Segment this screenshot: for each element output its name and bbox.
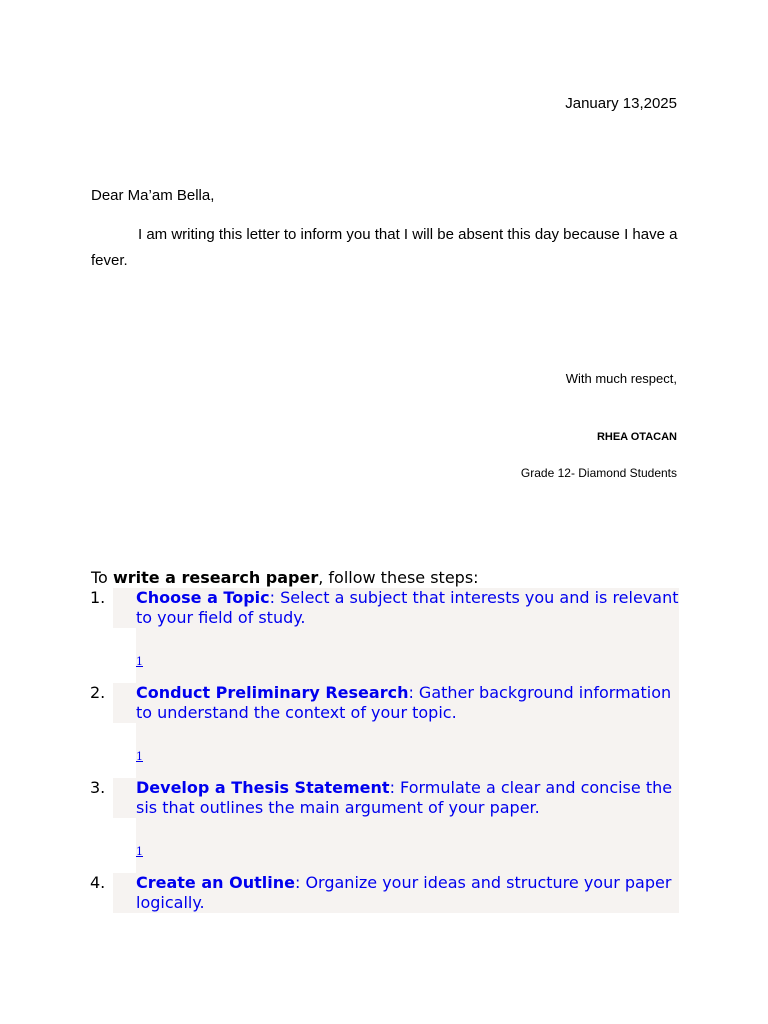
step-title-link[interactable]: Conduct Preliminary Research <box>136 683 409 702</box>
research-intro <box>91 568 679 588</box>
research-steps-section <box>91 568 679 913</box>
footnote-link[interactable]: 1 <box>136 655 143 668</box>
letter-salutation: Dear Ma’am Bella, <box>91 187 215 204</box>
step-description: : Organize your ideas and structure your paper logically. <box>136 873 672 912</box>
letter-body: I am writing this letter to inform you that I will be absent this day because I have a fever. <box>91 226 678 269</box>
step-title-link[interactable]: Choose a Topic <box>136 588 270 607</box>
footnote-link[interactable]: 1 <box>136 845 143 858</box>
step-number: 4. <box>90 873 106 892</box>
step-text-block <box>90 683 679 723</box>
intro-bold: write a research paper <box>112 568 319 587</box>
intro-suffix: , follow these steps: <box>318 568 479 587</box>
step-description: : Select a subject that interests you and is relevant to your field of study. <box>136 588 679 627</box>
step-number: 3. <box>90 778 106 797</box>
step-text-block <box>90 588 679 628</box>
step-description: : Gather background information to understand the context of your topic. <box>136 683 672 722</box>
footnote-link[interactable]: 1 <box>136 750 143 763</box>
signer-name: RHEA OTACAN <box>596 431 677 443</box>
list-item <box>91 778 679 873</box>
step-title-link[interactable]: Create an Outline <box>136 873 295 892</box>
step-text <box>136 588 679 628</box>
step-text <box>136 873 679 913</box>
footnote-row <box>136 723 679 778</box>
list-item <box>91 873 679 913</box>
steps-list <box>91 588 679 913</box>
step-description: : Formulate a clear and concise thesis that outlines the main argument of your paper. <box>136 778 673 817</box>
step-text-block <box>90 873 679 913</box>
intro-prefix: To <box>91 568 113 587</box>
signer-class: Grade 12- Diamond Students <box>520 466 677 480</box>
step-text <box>136 683 679 723</box>
footnote-row <box>136 628 679 683</box>
step-number: 2. <box>90 683 106 702</box>
letter-closing: With much respect, <box>565 371 677 386</box>
step-text-block <box>90 778 679 818</box>
letter-date: January 13,2025 <box>565 95 677 112</box>
step-number: 1. <box>90 588 106 607</box>
list-item <box>91 588 679 683</box>
footnote-row <box>136 818 679 873</box>
step-text <box>136 778 679 818</box>
list-item <box>91 683 679 778</box>
step-title-link[interactable]: Develop a Thesis Statement <box>136 778 390 797</box>
